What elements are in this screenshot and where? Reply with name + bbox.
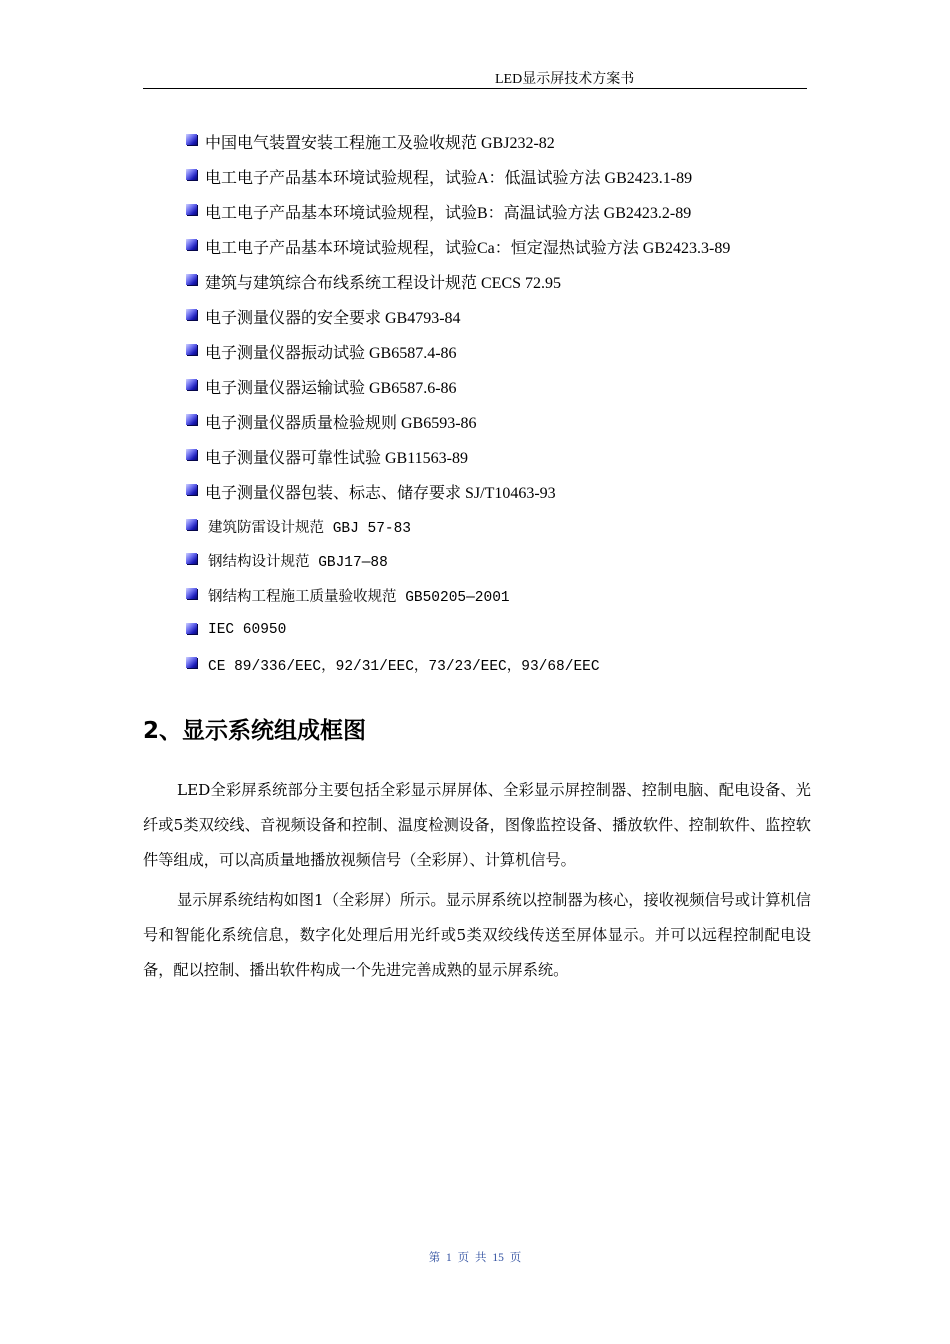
square-bullet-icon [186,134,197,145]
square-bullet-icon [186,519,197,530]
list-item [186,334,806,369]
list-item [186,229,806,264]
list-item [186,264,806,299]
list-item [186,299,806,334]
section-heading: 2、显示系统组成框图 [143,718,367,744]
list-item [186,544,806,579]
square-bullet-icon [186,553,197,564]
body-paragraph: 显示屏系统结构如图1（全彩屏）所示。显示屏系统以控制器为核心，接收视频信号或计算机信号和智能化系统信息，数字化处理后用光纤或5类双绞线传送至屏体显示。并可以远程控制配电设备，配以控制、播出软件构成一个先进完善成熟的显示屏系统。 [143,891,811,979]
square-bullet-icon [186,657,197,668]
list-item [186,578,806,613]
list-item-text: 电子测量仪器振动试验 GB6587.4-86 [205,345,457,362]
page-number: 第 1 页 共 15 页 [428,1252,522,1264]
list-item [186,474,806,509]
square-bullet-icon [186,309,197,320]
square-bullet-icon [186,484,197,495]
list-item-text: IEC 60950 [208,622,287,639]
list-item-text: 电子测量仪器的安全要求 GB4793-84 [205,310,461,327]
square-bullet-icon [186,274,197,285]
list-item-text: 电工电子产品基本环境试验规程，试验A：低温试验方法 GB2423.1-89 [205,170,693,187]
list-item-text: 钢结构设计规范 GBJ17—88 [208,555,388,572]
list-item-text: 建筑防雷设计规范 GBJ 57-83 [208,520,412,537]
list-item-text: CE 89/336/EEC，92/31/EEC，73/23/EEC，93/68/EEC [208,659,600,676]
list-item [186,369,806,404]
list-item-text: 电工电子产品基本环境试验规程，试验B：高温试验方法 GB2423.2-89 [205,205,692,222]
square-bullet-icon [186,623,197,634]
list-item [186,194,806,229]
list-item-text: 中国电气装置安装工程施工及验收规范 GBJ232-82 [205,135,555,152]
list-item [186,159,806,194]
standards-list [186,124,806,682]
square-bullet-icon [186,379,197,390]
list-item [186,613,806,648]
square-bullet-icon [186,239,197,250]
square-bullet-icon [186,588,197,599]
list-item-text: 电子测量仪器运输试验 GB6587.6-86 [205,380,457,397]
list-item [186,509,806,544]
square-bullet-icon [186,449,197,460]
square-bullet-icon [186,344,197,355]
list-item-text: 建筑与建筑综合布线系统工程设计规范 CECS 72.95 [205,275,562,292]
list-item [186,124,806,159]
list-item-text: 电子测量仪器质量检验规则 GB6593-86 [205,415,477,432]
square-bullet-icon [186,204,197,215]
page-header [143,66,807,89]
list-item [186,647,806,682]
list-item-text: 电工电子产品基本环境试验规程，试验Ca：恒定湿热试验方法 GB2423.3-89 [205,240,731,257]
list-item [186,439,806,474]
square-bullet-icon [186,414,197,425]
document-title: LED显示屏技术方案书 [495,72,635,87]
list-item-text: 电子测量仪器包装、标志、储存要求 SJ/T10463-93 [205,485,556,502]
list-item-text: 钢结构工程施工质量验收规范 GB50205—2001 [208,589,510,606]
list-item-text: 电子测量仪器可靠性试验 GB11563-89 [205,450,468,467]
body-paragraph: LED全彩屏系统部分主要包括全彩显示屏屏体、全彩显示屏控制器、控制电脑、配电设备、光纤或5类双绞线、音视频设备和控制、温度检测设备，图像监控设备、播放软件、控制软件、监控软件等组成，可以高质量地播放视频信号（全彩屏）、计算机信号。 [143,781,811,869]
square-bullet-icon [186,169,197,180]
list-item [186,404,806,439]
